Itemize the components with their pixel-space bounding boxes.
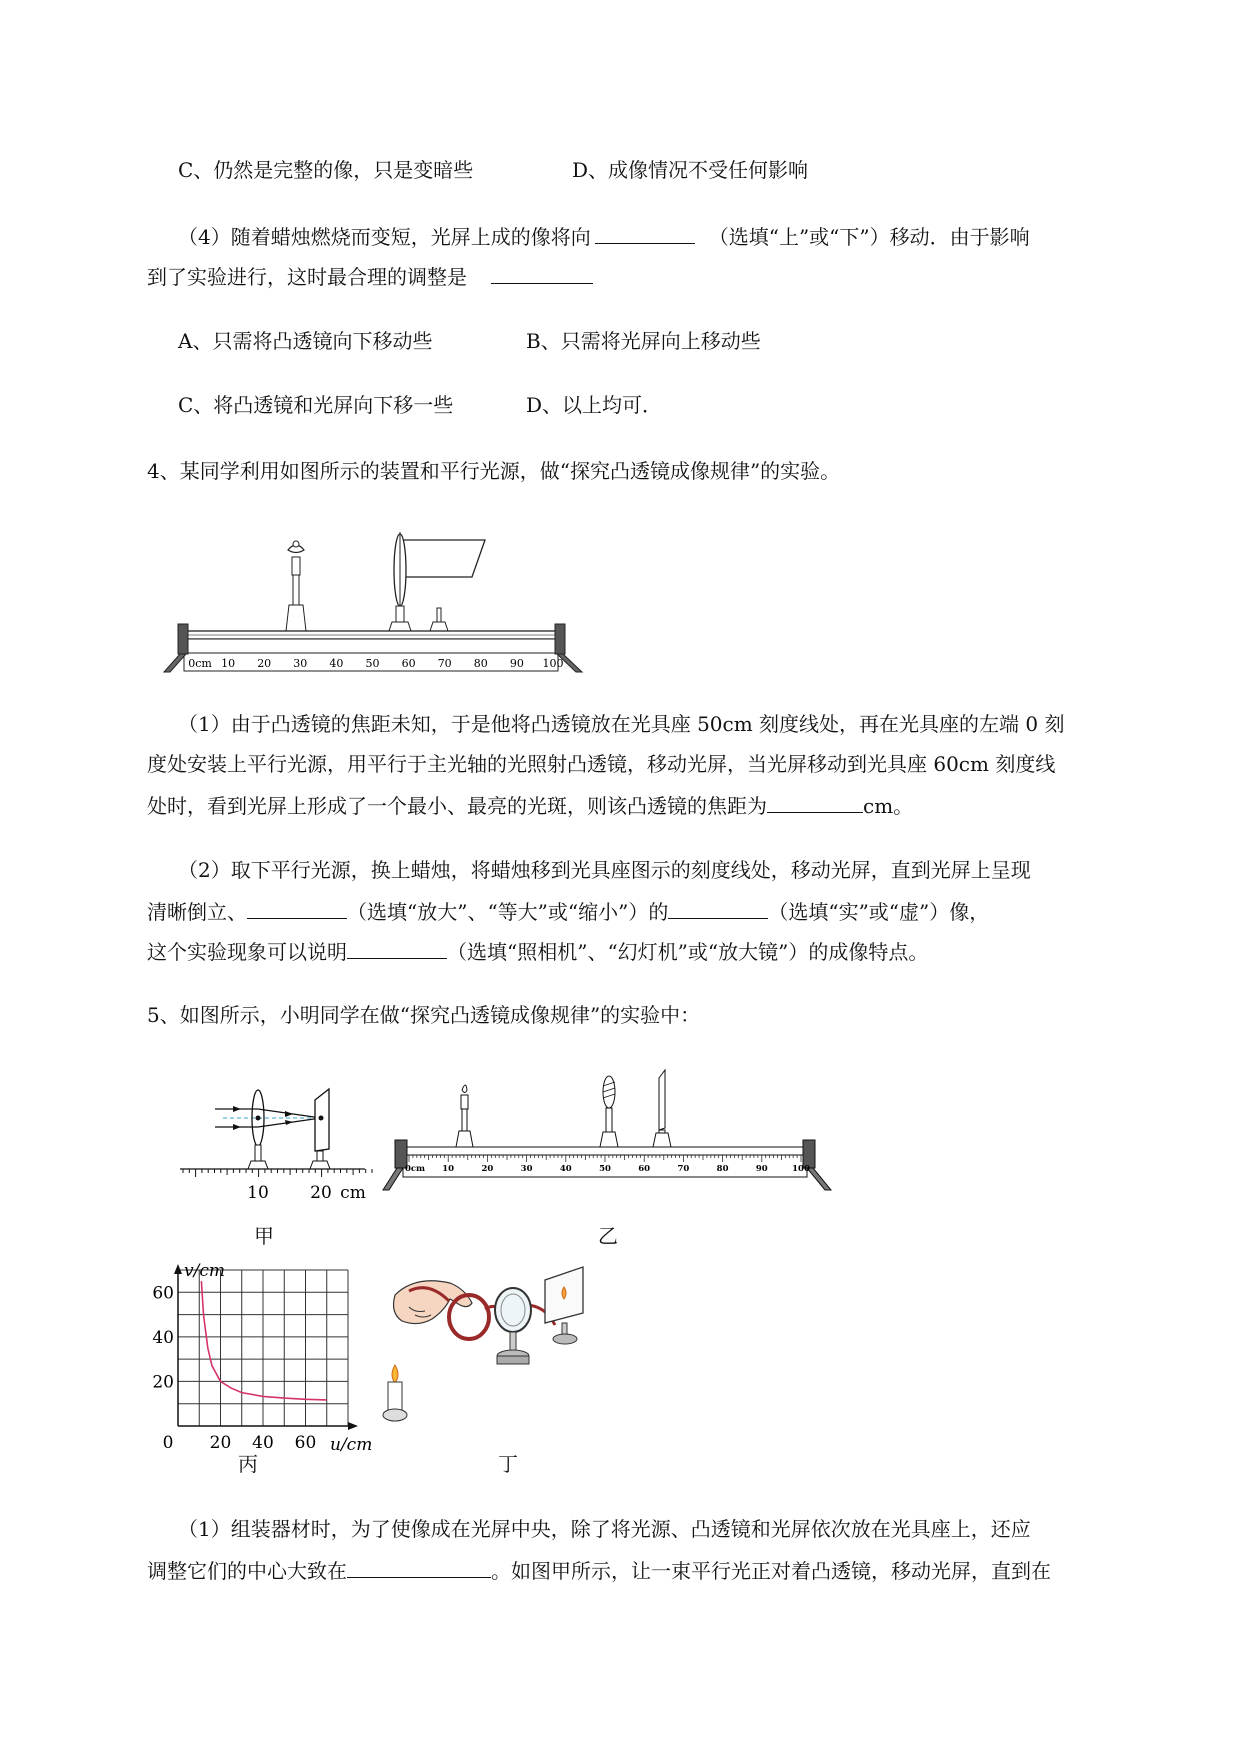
x-tick-label: 0 <box>162 1433 174 1453</box>
y-tick-label: 40 <box>152 1327 174 1348</box>
q3-part4-text-b: （选填“上”或“下”）移动．由于影响 <box>708 225 1030 249</box>
scale-label: 70 <box>677 1164 690 1174</box>
answer-blank[interactable] <box>491 263 593 284</box>
scale-label: 70 <box>437 657 452 670</box>
caption-yi: 乙 <box>598 1224 618 1248</box>
q3-option2-b: B、只需将光屏向上移动些 <box>526 329 761 353</box>
y-tick-label: 60 <box>152 1283 174 1304</box>
q3-part4-text-a: （4）随着蜡烛燃烧而变短，光屏上成的像将向 <box>178 225 591 249</box>
scale-label: 0cm <box>404 1164 426 1174</box>
x-axis-label: u/cm <box>330 1435 373 1455</box>
answer-blank[interactable] <box>767 792 863 813</box>
q4-title: 4、某同学利用如图所示的装置和平行光源，做“探究凸透镜成像规律”的实验。 <box>147 459 841 483</box>
q4-part2-text-a: 清晰倒立、 <box>147 900 247 924</box>
q3-option-d: D、成像情况不受任何影响 <box>572 158 809 182</box>
jia-tick-20: 20 <box>310 1183 332 1203</box>
q4-part2-line3 <box>147 938 928 964</box>
x-tick-label: 40 <box>252 1433 274 1453</box>
q5-figure-yi <box>385 1070 835 1220</box>
scale-label: 20 <box>481 1164 494 1174</box>
q3-option-c: C、仍然是完整的像，只是变暗些 <box>178 158 474 182</box>
q3-option2-c: C、将凸透镜和光屏向下移一些 <box>178 393 454 417</box>
scale-label: 80 <box>473 657 488 670</box>
q5-part1-text-a: 调整它们的中心大致在 <box>147 1559 347 1583</box>
q5-chart-bing <box>140 1260 380 1455</box>
scale-label: 50 <box>365 657 380 670</box>
q5-part1-line2 <box>147 1557 1051 1583</box>
scale-label: 30 <box>520 1164 533 1174</box>
scale-label: 10 <box>442 1164 455 1174</box>
q4-part1-line3 <box>147 792 913 818</box>
scale-label: 90 <box>509 657 524 670</box>
q4-part1-text: 处时，看到光屏上形成了一个最小、最亮的光斑，则该凸透镜的焦距为 <box>147 794 767 818</box>
q4-part2-text-b: （选填“放大”、“等大”或“缩小”）的 <box>347 900 669 924</box>
y-tick-label: 20 <box>152 1372 174 1393</box>
jia-tick-10: 10 <box>247 1183 269 1203</box>
q4-optical-bench-figure <box>170 510 640 675</box>
q3-part4-line1 <box>178 223 1030 249</box>
x-tick-label: 60 <box>294 1433 317 1453</box>
scale-label: 50 <box>599 1164 611 1174</box>
answer-blank[interactable] <box>347 938 447 959</box>
scale-label: 100 <box>542 657 564 670</box>
scale-label: 90 <box>755 1164 768 1174</box>
scale-label: 60 <box>401 657 416 670</box>
q5-figure-ding <box>385 1265 605 1445</box>
q4-part2-line2 <box>147 898 989 924</box>
q4-part2-text-d: 这个实验现象可以说明 <box>147 940 347 964</box>
scale-label: 40 <box>559 1164 572 1174</box>
jia-unit: cm <box>340 1183 366 1203</box>
caption-bing: 丙 <box>238 1452 258 1476</box>
scale-label: 10 <box>221 657 236 670</box>
candle-flame-icon <box>392 1365 398 1383</box>
y-axis-label: v/cm <box>184 1261 225 1281</box>
q5-part1-line1: （1）组装器材时，为了使像成在光屏中央，除了将光源、凸透镜和光屏依次放在光具座上，还应 <box>178 1517 1031 1541</box>
q3-part4-text-c: 到了实验进行，这时最合理的调整是 <box>147 265 467 289</box>
q3-option2-d: D、以上均可． <box>526 393 663 417</box>
q4-part1-unit: cm。 <box>863 794 914 818</box>
scale-label: 40 <box>329 657 344 670</box>
answer-blank[interactable] <box>347 1557 491 1578</box>
answer-blank[interactable] <box>668 898 768 919</box>
q4-part1-line2: 度处安装上平行光源，用平行于主光轴的光照射凸透镜，移动光屏，当光屏移动到光具座 60cm 刻度线 <box>147 752 1056 776</box>
lens-illustration <box>495 1288 531 1332</box>
x-tick-label: 20 <box>209 1433 232 1453</box>
scale-label: 80 <box>716 1164 729 1174</box>
q5-figure-jia <box>175 1075 375 1215</box>
q5-part1-text-b: 。如图甲所示，让一束平行光正对着凸透镜，移动光屏，直到在 <box>491 1559 1051 1583</box>
caption-jia: 甲 <box>254 1224 274 1248</box>
hand-illustration <box>394 1281 472 1324</box>
q4-part2-text-c: （选填“实”或“虚”）像， <box>768 900 990 924</box>
chart-grid <box>178 1270 348 1426</box>
scale-label: 100 <box>792 1164 810 1174</box>
scale-label: 60 <box>638 1164 651 1174</box>
q4-part1-line1: （1）由于凸透镜的焦距未知，于是他将凸透镜放在光具座 50cm 刻度线处，再在光具座的左端 0 刻 <box>178 712 1065 736</box>
scale-label: 30 <box>293 657 308 670</box>
scale-label: 20 <box>257 657 272 670</box>
candle-illustration <box>388 1382 402 1412</box>
caption-ding: 丁 <box>498 1452 518 1476</box>
q5-title: 5、如图所示，小明同学在做“探究凸透镜成像规律”的实验中： <box>147 1003 701 1027</box>
y-axis-arrow <box>174 1264 182 1274</box>
q4-part2-text-e: （选填“照相机”、“幻灯机”或“放大镜”）的成像特点。 <box>447 940 929 964</box>
q3-option-row-1 <box>178 158 473 182</box>
answer-blank[interactable] <box>595 223 695 244</box>
q3-option2-a: A、只需将凸透镜向下移动些 <box>178 329 433 353</box>
q4-part2-line1: （2）取下平行光源，换上蜡烛，将蜡烛移到光具座图示的刻度线处，移动光屏，直到光屏上呈现 <box>178 858 1031 882</box>
answer-blank[interactable] <box>247 898 347 919</box>
x-axis-arrow <box>348 1422 358 1430</box>
scale-label: 0cm <box>188 657 212 670</box>
q3-part4-line2 <box>147 263 593 289</box>
